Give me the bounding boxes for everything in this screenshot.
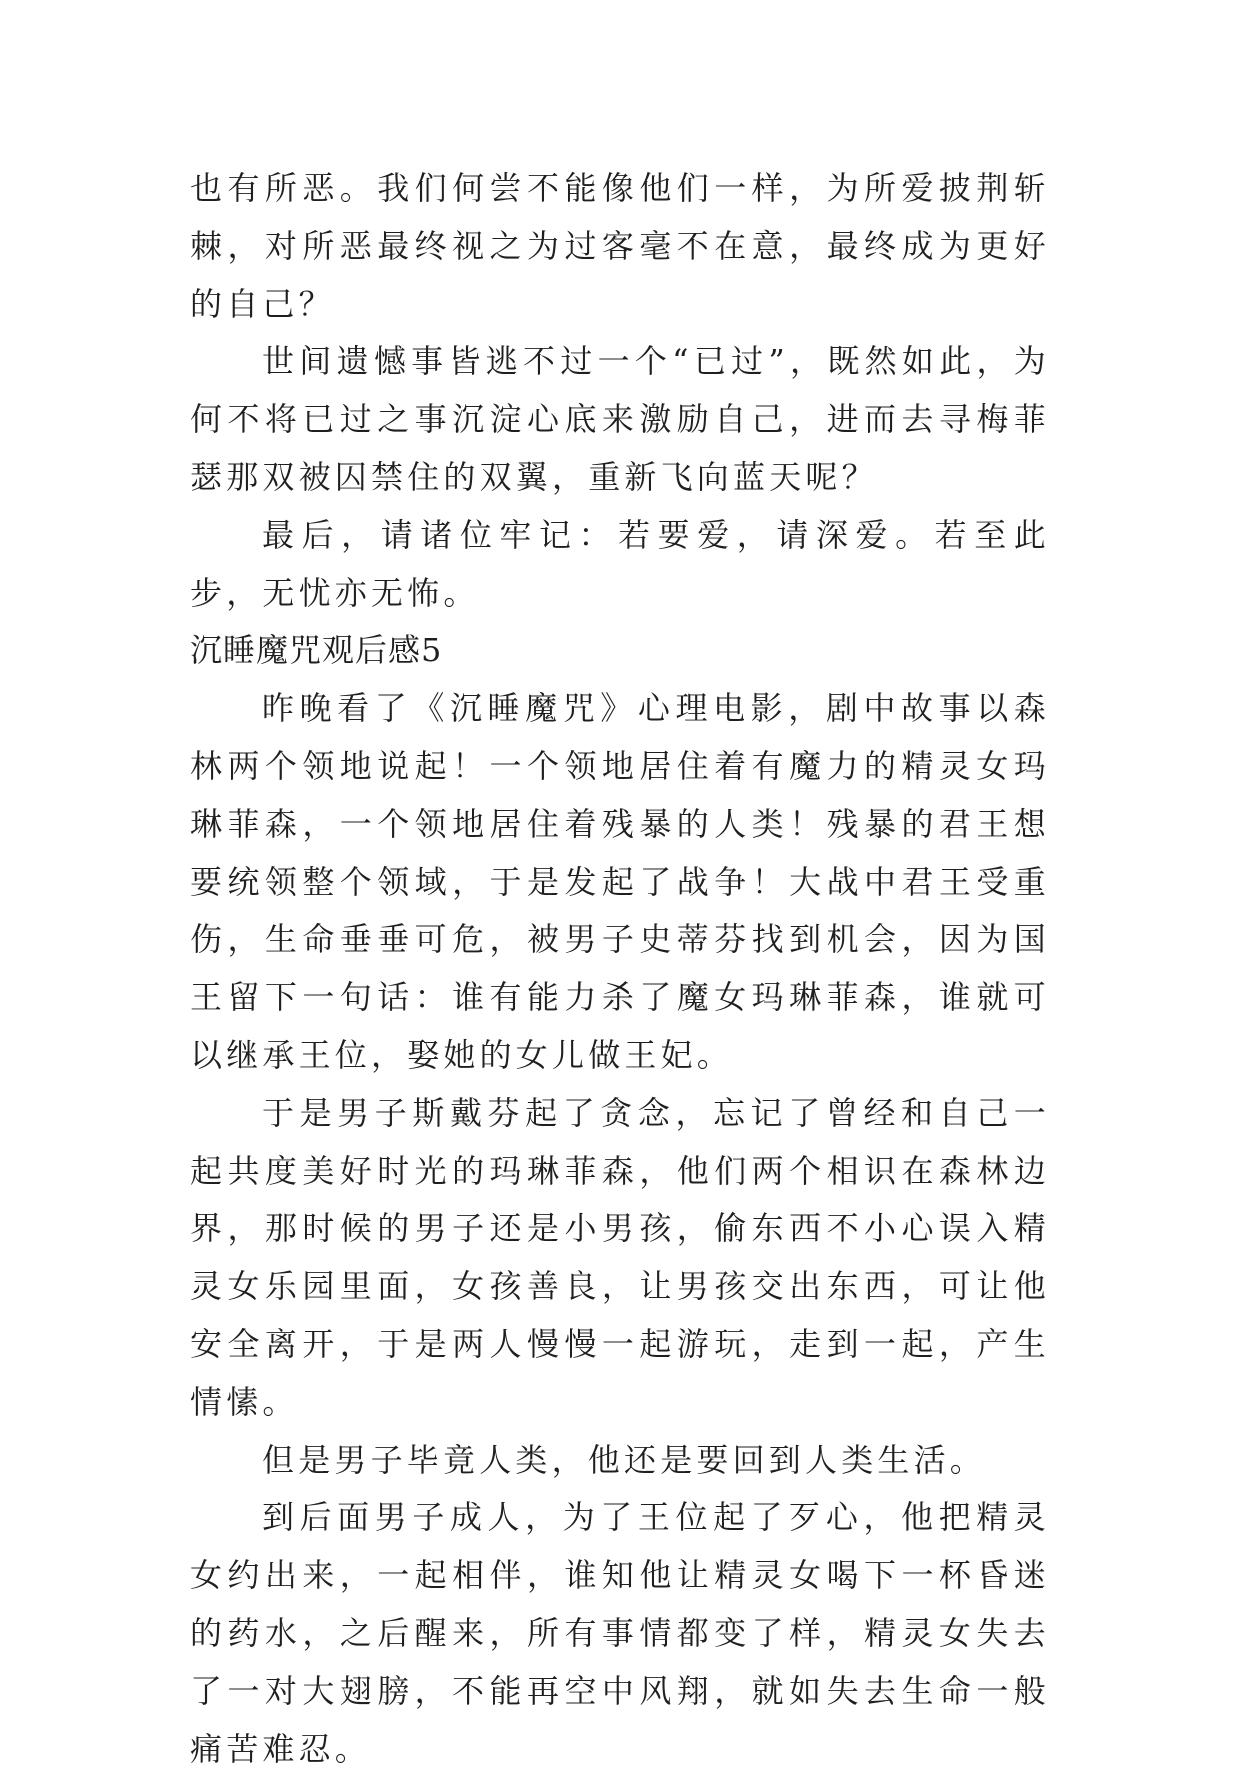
- paragraph: 到后面男子成人，为了王位起了歹心，他把精灵女约出来，一起相伴，谁知他让精灵女喝下一杯昏迷的药水，之后醒来，所有事情都变了样，精灵女失去了一对大翅膀，不能再空中风翔，就如失去生命一般痛苦难忍。: [190, 1498, 1050, 1768]
- paragraph: 昨晚看了《沉睡魔咒》心理电影，剧中故事以森林两个领地说起！一个领地居住着有魔力的精灵女玛琳菲森，一个领地居住着残暴的人类！残暴的君王想要统领整个领域，于是发起了战争！大战中君王受重伤，生命垂垂可危，被男子史蒂芬找到机会，因为国王留下一句话：谁有能力杀了魔女玛琳菲森，谁就可以继承王位，娶她的女儿做王妃。: [190, 689, 1050, 1074]
- paragraph: 最后，请诸位牢记：若要爱，请深爱。若至此步，无忧亦无怖。: [190, 515, 1050, 612]
- document-body: [190, 160, 1050, 1778]
- paragraph: 于是男子斯戴芬起了贪念，忘记了曾经和自己一起共度美好时光的玛琳菲森，他们两个相识在森林边界，那时候的男子还是小男孩，偷东西不小心误入精灵女乐园里面，女孩善良，让男孩交出东西，可让他安全离开，于是两人慢慢一起游玩，走到一起，产生情愫。: [190, 1093, 1050, 1421]
- paragraph: 但是男子毕竟人类，他还是要回到人类生活。: [262, 1440, 987, 1479]
- paragraph: 世间遗憾事皆逃不过一个“已过”，既然如此，为何不将已过之事沉淀心底来激励自己，进而去寻梅菲瑟那双被囚禁住的双翼，重新飞向蓝天呢？: [190, 342, 1050, 496]
- paragraph-continued: 也有所恶。我们何尝不能像他们一样，为所爱披荆斩棘，对所恶最终视之为过客毫不在意，最终成为更好的自己？: [190, 169, 1050, 323]
- section-title: 沉睡魔咒观后感5: [190, 631, 443, 670]
